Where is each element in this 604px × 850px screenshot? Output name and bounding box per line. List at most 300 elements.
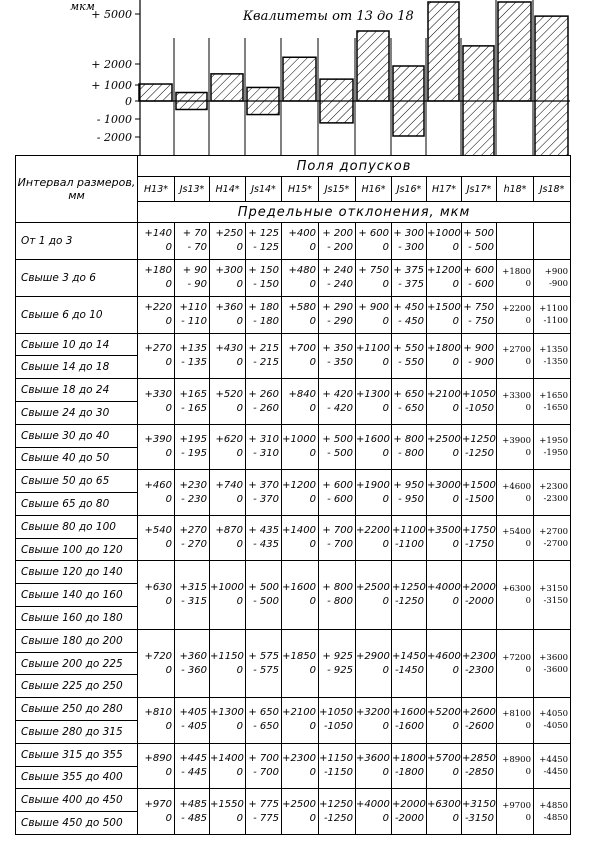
- deviation-upper: + 260: [248, 388, 279, 400]
- deviation-upper: +1150: [319, 753, 353, 765]
- deviation-cell: [319, 629, 356, 697]
- deviation-lower: -4450: [543, 767, 569, 778]
- deviation-upper: +135: [179, 342, 207, 354]
- deviation-cell: [210, 470, 246, 516]
- deviation-lower: - 70: [187, 241, 207, 253]
- deviation-cell: [282, 296, 319, 333]
- deviation-cell: [246, 698, 282, 744]
- deviation-lower: 0: [452, 356, 459, 368]
- deviation-lower: - 215: [253, 356, 279, 368]
- deviation-cell: [246, 629, 282, 697]
- deviation-upper: +870: [215, 525, 243, 537]
- deviation-cell: [319, 698, 356, 744]
- deviation-upper: +6300: [427, 798, 461, 810]
- deviation-upper: +5700: [427, 753, 461, 765]
- deviation-upper: +250: [215, 227, 243, 239]
- size-range: Свыше 40 до 50: [16, 447, 138, 470]
- deviation-lower: 0: [382, 721, 389, 733]
- y-tick-label: + 5000: [91, 8, 132, 21]
- deviation-upper: + 750: [463, 301, 494, 313]
- deviation-upper: + 650: [248, 707, 279, 719]
- deviation-cell: [534, 424, 571, 470]
- deviation-lower: 0: [165, 539, 172, 551]
- deviation-lower: 0: [382, 539, 389, 551]
- deviation-cell: [175, 259, 210, 296]
- deviation-cell: [175, 743, 210, 789]
- deviation-lower: -1600: [394, 721, 424, 733]
- deviation-upper: +2850: [462, 753, 496, 765]
- deviation-upper: +1050: [462, 388, 496, 400]
- deviation-upper: +110: [179, 301, 207, 313]
- deviation-lower: 0: [309, 402, 316, 414]
- deviation-upper: +360: [215, 301, 243, 313]
- deviation-upper: +7200: [502, 652, 531, 663]
- deviation-lower: 0: [382, 356, 389, 368]
- size-range: Свыше 225 до 250: [16, 675, 138, 698]
- deviation-upper: +740: [215, 479, 243, 491]
- deviation-lower: 0: [236, 596, 243, 608]
- deviation-cell: [497, 515, 534, 561]
- deviation-lower: -1800: [394, 767, 424, 779]
- deviation-lower: -2850: [464, 767, 494, 779]
- deviation-cell: [282, 379, 319, 425]
- deviation-lower: -1650: [543, 402, 569, 413]
- deviation-lower: 0: [525, 493, 531, 504]
- deviation-cell: [138, 470, 175, 516]
- deviation-lower: -1050: [323, 721, 353, 733]
- tolerance-bar: [139, 84, 172, 101]
- deviation-cell: [534, 629, 571, 697]
- deviation-cell: [392, 515, 427, 561]
- deviation-lower: - 700: [327, 539, 353, 551]
- deviation-lower: 0: [452, 493, 459, 505]
- deviation-upper: + 370: [248, 479, 279, 491]
- deviation-lower: 0: [236, 664, 243, 676]
- deviation-cell: [497, 743, 534, 789]
- deviation-upper: +1600: [392, 707, 426, 719]
- deviation-cell: [356, 515, 392, 561]
- deviation-cell: [246, 379, 282, 425]
- deviation-upper: + 290: [322, 301, 353, 313]
- deviation-upper: +4850: [539, 800, 569, 811]
- size-range: Свыше 100 до 120: [16, 538, 138, 561]
- deviation-upper: +1750: [462, 525, 496, 537]
- y-axis: [91, 0, 140, 156]
- deviation-upper: +1000: [427, 227, 461, 239]
- deviation-cell: [392, 629, 427, 697]
- size-range: Свыше 24 до 30: [16, 402, 138, 425]
- deviation-lower: - 375: [398, 278, 424, 290]
- deviation-cell: [462, 515, 497, 561]
- deviation-cell: [210, 259, 246, 296]
- deviation-cell: [462, 629, 497, 697]
- size-range: Свыше 250 до 280: [16, 698, 138, 721]
- deviation-cell: [356, 223, 392, 260]
- deviation-cell: [427, 223, 462, 260]
- deviation-lower: 0: [309, 721, 316, 733]
- deviation-cell: [392, 223, 427, 260]
- deviation-upper: +9700: [502, 800, 531, 811]
- deviation-upper: +2300: [282, 753, 316, 765]
- deviation-lower: 0: [452, 664, 459, 676]
- deviation-lower: 0: [382, 241, 389, 253]
- deviation-upper: +1250: [392, 582, 426, 594]
- deviation-cell: [462, 424, 497, 470]
- deviation-cell: [319, 296, 356, 333]
- deviation-upper: +520: [215, 388, 243, 400]
- table-row: [16, 515, 571, 538]
- deviation-lower: - 950: [398, 493, 424, 505]
- deviation-cell: [282, 333, 319, 379]
- deviation-upper: + 90: [182, 264, 207, 276]
- deviation-cell: [462, 470, 497, 516]
- deviation-lower: 0: [452, 767, 459, 779]
- deviation-cell: [319, 379, 356, 425]
- deviation-cell: [356, 789, 392, 835]
- deviation-upper: +5400: [502, 527, 531, 538]
- deviation-lower: 0: [452, 241, 459, 253]
- deviation-upper: +140: [144, 227, 172, 239]
- deviation-cell: [427, 333, 462, 379]
- deviation-upper: +430: [215, 342, 243, 354]
- deviation-upper: +970: [144, 798, 172, 810]
- deviation-lower: 0: [309, 315, 316, 327]
- deviation-lower: -1500: [464, 493, 494, 505]
- deviation-cell: [427, 470, 462, 516]
- deviation-upper: +1600: [282, 582, 316, 594]
- size-range: От 1 до 3: [16, 223, 138, 260]
- deviation-upper: +1000: [282, 434, 316, 446]
- deviation-lower: 0: [452, 812, 459, 824]
- deviation-upper: +1800: [427, 342, 461, 354]
- deviation-lower: -2000: [464, 596, 494, 608]
- deviation-cell: [138, 789, 175, 835]
- deviation-lower: 0: [452, 448, 459, 460]
- deviation-cell: [138, 333, 175, 379]
- size-range: Свыше 450 до 500: [16, 812, 138, 835]
- deviation-lower: - 800: [327, 596, 353, 608]
- deviation-cell: [534, 698, 571, 744]
- deviation-upper: +1300: [356, 388, 390, 400]
- deviation-lower: 0: [525, 278, 531, 289]
- deviation-upper: +480: [288, 264, 316, 276]
- deviation-cell: [356, 333, 392, 379]
- deviation-lower: -3600: [543, 664, 569, 675]
- deviation-lower: 0: [525, 812, 531, 823]
- deviation-upper: +2200: [502, 303, 531, 314]
- deviation-upper: + 215: [248, 342, 279, 354]
- deviation-cell: [138, 698, 175, 744]
- tolerance-bar: [498, 2, 531, 101]
- deviation-lower: 0: [382, 767, 389, 779]
- deviation-upper: +1050: [319, 707, 353, 719]
- deviation-cell: [356, 561, 392, 629]
- field-code: Js16*: [392, 177, 427, 202]
- deviation-upper: +810: [144, 707, 172, 719]
- deviation-lower: 0: [382, 278, 389, 290]
- deviation-cell: [246, 743, 282, 789]
- deviation-upper: +3150: [462, 798, 496, 810]
- field-code: h18*: [497, 177, 534, 202]
- deviation-upper: +330: [144, 388, 172, 400]
- deviation-cell: [319, 743, 356, 789]
- deviation-cell: [175, 296, 210, 333]
- deviation-upper: +580: [288, 301, 316, 313]
- deviation-upper: +315: [179, 582, 207, 594]
- deviation-cell: [427, 629, 462, 697]
- deviation-lower: - 150: [253, 278, 279, 290]
- field-code: H15*: [282, 177, 319, 202]
- deviation-cell: [497, 379, 534, 425]
- deviation-upper: +300: [215, 264, 243, 276]
- deviation-cell: [175, 629, 210, 697]
- deviation-cell: [462, 223, 497, 260]
- size-range: Свыше 3 до 6: [16, 259, 138, 296]
- deviation-upper: +2900: [356, 650, 390, 662]
- deviation-upper: +390: [144, 434, 172, 446]
- deviation-cell: [210, 629, 246, 697]
- deviation-lower: - 900: [468, 356, 494, 368]
- deviation-upper: + 550: [393, 342, 424, 354]
- chart-title: Квалитеты от 13 до 18: [243, 9, 414, 24]
- deviation-cell: [175, 789, 210, 835]
- deviation-upper: +1550: [210, 798, 244, 810]
- deviation-cell: [210, 379, 246, 425]
- deviation-lower: - 200: [327, 241, 353, 253]
- size-range: Свыше 120 до 140: [16, 561, 138, 584]
- deviation-cell: [282, 629, 319, 697]
- deviation-upper: +2100: [427, 388, 461, 400]
- deviation-cell: [427, 424, 462, 470]
- deviation-lower: -1750: [464, 539, 494, 551]
- deviation-lower: 0: [382, 812, 389, 824]
- deviation-upper: +2100: [282, 707, 316, 719]
- deviation-upper: +2300: [539, 481, 569, 492]
- deviation-cell: [534, 296, 571, 333]
- deviation-lower: -3150: [464, 812, 494, 824]
- deviation-upper: + 775: [248, 798, 279, 810]
- deviation-lower: 0: [165, 493, 172, 505]
- field-code: Js13*: [175, 177, 210, 202]
- chart-unit: мкм: [70, 0, 95, 13]
- deviation-cell: [392, 789, 427, 835]
- deviation-lower: - 485: [181, 812, 207, 824]
- deviation-lower: -4850: [543, 812, 569, 823]
- deviation-lower: -1350: [543, 356, 569, 367]
- deviation-lower: - 500: [253, 596, 279, 608]
- deviation-lower: 0: [236, 402, 243, 414]
- deviation-lower: 0: [165, 241, 172, 253]
- deviation-cell: [282, 561, 319, 629]
- deviation-lower: - 650: [253, 721, 279, 733]
- deviation-upper: +840: [288, 388, 316, 400]
- deviation-cell: [427, 515, 462, 561]
- deviation-upper: + 750: [358, 264, 389, 276]
- size-range: Свыше 10 до 14: [16, 333, 138, 356]
- deviation-cell: [210, 698, 246, 744]
- deviation-upper: +1950: [539, 436, 569, 447]
- deviation-lower: 0: [236, 812, 243, 824]
- deviation-cell: [392, 470, 427, 516]
- deviation-cell: [246, 296, 282, 333]
- deviation-upper: +2000: [392, 798, 426, 810]
- deviation-lower: 0: [452, 539, 459, 551]
- deviation-upper: +485: [179, 798, 207, 810]
- deviation-lower: 0: [236, 767, 243, 779]
- deviation-cell: [175, 698, 210, 744]
- deviation-lower: 0: [236, 278, 243, 290]
- deviation-lower: - 700: [253, 767, 279, 779]
- deviation-cell: [210, 515, 246, 561]
- deviation-lower: 0: [165, 767, 172, 779]
- tolerance-table: [15, 155, 571, 835]
- deviation-lower: 0: [309, 539, 316, 551]
- deviation-lower: 0: [309, 664, 316, 676]
- deviation-lower: -1450: [394, 664, 424, 676]
- interval-header: Интервал размеров, мм: [16, 156, 138, 223]
- deviation-cell: [175, 470, 210, 516]
- deviation-lower: - 310: [253, 448, 279, 460]
- deviation-cell: [210, 223, 246, 260]
- deviation-lower: -1150: [323, 767, 353, 779]
- y-tick-label: + 1000: [91, 79, 132, 92]
- size-range: Свыше 65 до 80: [16, 493, 138, 516]
- deviation-upper: +180: [144, 264, 172, 276]
- deviation-upper: +3300: [502, 390, 531, 401]
- deviation-upper: +1300: [210, 707, 244, 719]
- deviation-upper: +2000: [462, 582, 496, 594]
- deviation-upper: + 900: [463, 342, 494, 354]
- size-range: Свыше 50 до 65: [16, 470, 138, 493]
- deviation-upper: +1900: [356, 479, 390, 491]
- deviation-cell: [210, 743, 246, 789]
- deviation-upper: +1200: [282, 479, 316, 491]
- deviation-upper: + 375: [393, 264, 424, 276]
- size-range: Свыше 160 до 180: [16, 607, 138, 630]
- deviation-lower: 0: [382, 596, 389, 608]
- deviation-lower: - 420: [327, 402, 353, 414]
- deviation-upper: +8100: [502, 709, 531, 720]
- deviation-upper: + 500: [322, 434, 353, 446]
- deviation-upper: +1250: [462, 434, 496, 446]
- deviation-lower: 0: [382, 448, 389, 460]
- deviation-upper: +270: [144, 342, 172, 354]
- deviation-upper: + 435: [248, 525, 279, 537]
- deviation-upper: + 500: [463, 227, 494, 239]
- size-range: Свыше 400 до 450: [16, 789, 138, 812]
- deviation-upper: +1500: [427, 301, 461, 313]
- deviation-upper: + 950: [393, 479, 424, 491]
- deviation-lower: - 800: [398, 448, 424, 460]
- deviation-cell: [534, 561, 571, 629]
- deviation-lower: 0: [525, 402, 531, 413]
- deviation-lower: -900: [548, 278, 569, 289]
- deviation-lower: - 165: [181, 402, 207, 414]
- deviation-cell: [392, 333, 427, 379]
- deviation-cell: [462, 743, 497, 789]
- deviation-upper: +2500: [356, 582, 390, 594]
- deviation-lower: -2000: [394, 812, 424, 824]
- deviation-lower: - 600: [468, 278, 494, 290]
- deviation-upper: +1650: [539, 390, 569, 401]
- deviation-cell: [497, 629, 534, 697]
- deviation-cell: [210, 333, 246, 379]
- deviation-lower: 0: [165, 812, 172, 824]
- deviation-cell: [246, 789, 282, 835]
- deviation-cell: [319, 515, 356, 561]
- size-range: Свыше 80 до 100: [16, 515, 138, 538]
- deviation-lower: 0: [525, 448, 531, 459]
- table-row: [16, 259, 571, 296]
- deviation-lower: 0: [236, 721, 243, 733]
- deviation-lower: 0: [236, 356, 243, 368]
- deviation-cell: [138, 296, 175, 333]
- deviation-upper: +3600: [356, 753, 390, 765]
- table-row: [16, 424, 571, 447]
- deviation-upper: +3150: [539, 584, 569, 595]
- deviation-upper: +360: [179, 650, 207, 662]
- deviation-cell: [356, 698, 392, 744]
- deviation-lower: 0: [382, 664, 389, 676]
- deviation-cell: [462, 698, 497, 744]
- table-row: [16, 789, 571, 812]
- deviation-cell: [356, 259, 392, 296]
- deviation-upper: + 600: [322, 479, 353, 491]
- deviation-lower: -1250: [394, 596, 424, 608]
- deviation-lower: 0: [165, 278, 172, 290]
- deviation-lower: 0: [525, 539, 531, 550]
- deviation-upper: +1100: [539, 303, 569, 314]
- deviation-upper: +1400: [210, 753, 244, 765]
- deviation-cell: [282, 515, 319, 561]
- deviation-cell: [427, 561, 462, 629]
- deviation-lower: - 90: [187, 278, 207, 290]
- deviation-lower: 0: [525, 721, 531, 732]
- size-range: Свыше 355 до 400: [16, 766, 138, 789]
- deviation-lower: -1050: [464, 402, 494, 414]
- deviation-upper: +165: [179, 388, 207, 400]
- deviation-lower: -1250: [323, 812, 353, 824]
- deviation-upper: +270: [179, 525, 207, 537]
- deviation-cell: [534, 743, 571, 789]
- deviation-cell: [497, 223, 534, 260]
- deviation-upper: +700: [288, 342, 316, 354]
- deviation-lower: 0: [236, 448, 243, 460]
- tolerance-bar: [283, 57, 316, 101]
- deviation-cell: [319, 789, 356, 835]
- deviation-upper: + 420: [322, 388, 353, 400]
- deviation-lower: - 195: [181, 448, 207, 460]
- deviation-cell: [497, 789, 534, 835]
- field-code: H17*: [427, 177, 462, 202]
- deviation-cell: [138, 424, 175, 470]
- deviation-lower: 0: [165, 596, 172, 608]
- deviation-upper: +220: [144, 301, 172, 313]
- deviation-cell: [319, 561, 356, 629]
- deviation-cell: [497, 259, 534, 296]
- deviation-cell: [534, 470, 571, 516]
- deviation-cell: [427, 789, 462, 835]
- deviation-cell: [282, 259, 319, 296]
- deviation-upper: +6300: [502, 584, 531, 595]
- deviation-upper: +1200: [427, 264, 461, 276]
- deviation-lower: 0: [236, 493, 243, 505]
- deviation-lower: - 500: [468, 241, 494, 253]
- deviation-cell: [462, 379, 497, 425]
- deviation-upper: + 650: [393, 388, 424, 400]
- deviation-lower: 0: [165, 448, 172, 460]
- deviation-lower: 0: [525, 315, 531, 326]
